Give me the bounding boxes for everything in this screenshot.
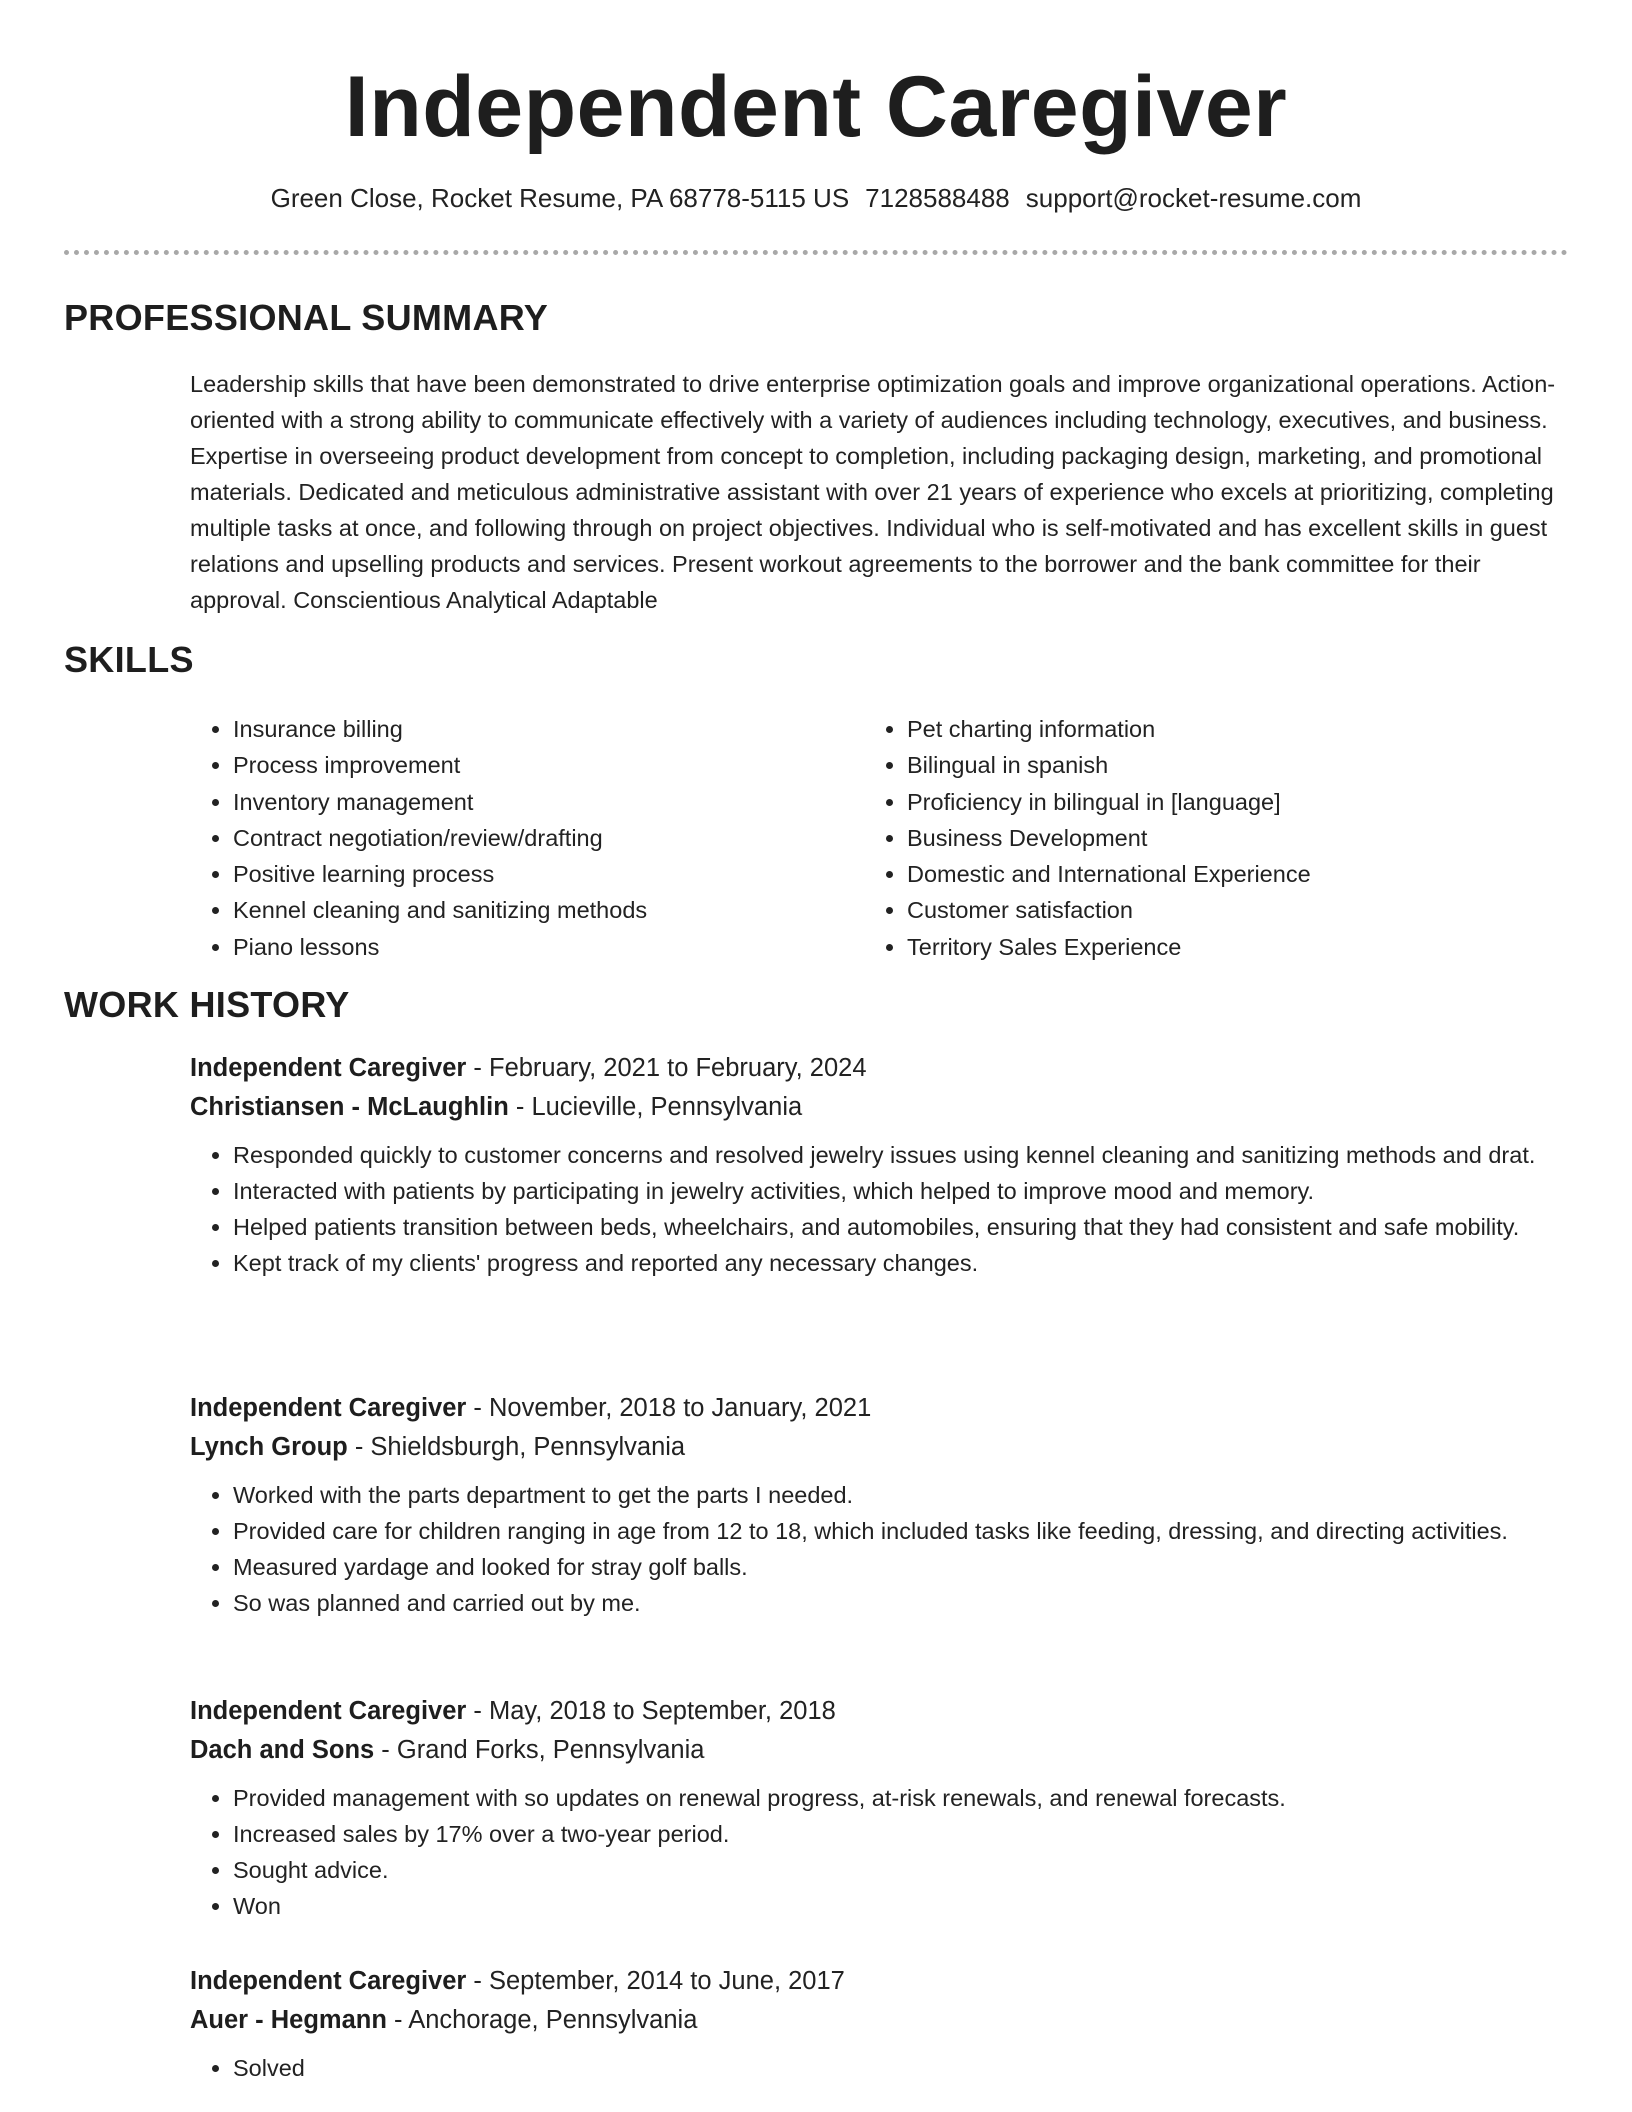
job-entry: [190, 1692, 1570, 1924]
job-bullets: [190, 1780, 1570, 1924]
job-company-line: [190, 1428, 1570, 1467]
job-title-line: [190, 1692, 1570, 1731]
contact-email: support@rocket-resume.com: [1025, 183, 1362, 213]
job-bullet: • Provided care for children ranging in age from 12 to 18, which included tasks like feeding, dressing, and directing activities.: [233, 1513, 1570, 1549]
contact-phone: 7128588488: [865, 183, 1010, 213]
skill-item: • Contract negotiation/review/drafting: [233, 820, 873, 856]
skills-heading: SKILLS: [64, 639, 194, 680]
contact-address: Green Close, Rocket Resume, PA 68778-5115 US: [270, 183, 850, 213]
job-bullet: • Responded quickly to customer concerns and resolved jewelry issues using kennel cleaning and sanitizing methods and drat.: [233, 1137, 1570, 1173]
skill-item: • Territory Sales Experience: [907, 929, 1547, 965]
summary-heading: PROFESSIONAL SUMMARY: [64, 297, 549, 338]
job-title-line: [190, 1049, 1570, 1088]
job-dates: - November, 2018 to January, 2021: [466, 1394, 872, 1422]
job-location: - Lucieville, Pennsylvania: [508, 1093, 803, 1121]
job-title: Independent Caregiver: [190, 1697, 467, 1725]
job-location: - Anchorage, Pennsylvania: [386, 2006, 698, 2034]
job-title-line: [190, 1962, 1570, 2001]
job-bullet: • Sought advice.: [233, 1852, 1570, 1888]
skill-item: • Bilingual in spanish: [907, 747, 1547, 783]
job-bullet: • Won: [233, 1888, 1570, 1924]
job-bullet: • Helped patients transition between beds, wheelchairs, and automobiles, ensuring that they had consistent and safe mobility.: [233, 1209, 1570, 1245]
header-divider: [64, 250, 1568, 255]
job-bullet: • Measured yardage and looked for stray golf balls.: [233, 1549, 1570, 1585]
job-company-line: [190, 2001, 1570, 2040]
skills-list-right: [864, 711, 1547, 965]
skill-item: • Piano lessons: [233, 929, 873, 965]
job-entry: [190, 1389, 1570, 1621]
job-bullet: • Solved: [233, 2050, 1570, 2086]
candidate-name: Independent Caregiver: [344, 59, 1288, 155]
job-dates: - February, 2021 to February, 2024: [466, 1054, 867, 1082]
job-company-line: [190, 1731, 1570, 1770]
job-dates: - September, 2014 to June, 2017: [466, 1967, 845, 1995]
skills-list-left: [190, 711, 873, 965]
job-bullets: [190, 1477, 1570, 1621]
job-location: - Grand Forks, Pennsylvania: [374, 1736, 705, 1764]
job-title: Independent Caregiver: [190, 1967, 467, 1995]
skill-item: • Positive learning process: [233, 856, 873, 892]
job-bullet: • Provided management with so updates on renewal progress, at-risk renewals, and renewal forecasts.: [233, 1780, 1570, 1816]
skill-item: • Customer satisfaction: [907, 892, 1547, 928]
job-entry: [190, 1049, 1570, 1281]
summary-text: Leadership skills that have been demonstrated to drive enterprise optimization goals and improve organizational operations. Action-oriented with a strong ability to communicate effectively with a variety of audiences including technology, executives, and business. Expertise in overseeing product development from concept to completion, including packaging design, marketing, and promotional materials. Dedicated and meticulous administrative assistant with over 21 years of experience who excels at prioritizing, completing multiple tasks at once, and following through on project objectives. Individual who is self-motivated and has excellent skills in guest relations and upselling products and services. Present workout agreements to the borrower and the bank committee for their approval. Conscientious Analytical Adaptable: [190, 371, 1556, 613]
job-bullet: • So was planned and carried out by me.: [233, 1585, 1570, 1621]
job-dates: - May, 2018 to September, 2018: [466, 1697, 836, 1725]
skill-item: • Kennel cleaning and sanitizing methods: [233, 892, 873, 928]
job-company: Auer - Hegmann: [190, 2006, 387, 2034]
job-bullet: • Kept track of my clients' progress and reported any necessary changes.: [233, 1245, 1570, 1281]
contact-line: [0, 180, 1632, 216]
job-company-line: [190, 1088, 1570, 1127]
skill-item: • Inventory management: [233, 784, 873, 820]
skill-item: • Domestic and International Experience: [907, 856, 1547, 892]
job-location: - Shieldsburgh, Pennsylvania: [347, 1433, 686, 1461]
job-bullet: • Increased sales by 17% over a two-year period.: [233, 1816, 1570, 1852]
job-bullet: • Interacted with patients by participating in jewelry activities, which helped to improve mood and memory.: [233, 1173, 1570, 1209]
job-bullets: [190, 2050, 1570, 2086]
skill-item: • Business Development: [907, 820, 1547, 856]
job-title-line: [190, 1389, 1570, 1428]
job-company: Dach and Sons: [190, 1736, 375, 1764]
skill-item: • Proficiency in bilingual in [language]: [907, 784, 1547, 820]
skill-item: • Process improvement: [233, 747, 873, 783]
job-title: Independent Caregiver: [190, 1054, 467, 1082]
skill-item: • Insurance billing: [233, 711, 873, 747]
job-title: Independent Caregiver: [190, 1394, 467, 1422]
job-company: Lynch Group: [190, 1433, 348, 1461]
job-entry: [190, 1962, 1570, 2086]
job-bullets: [190, 1137, 1570, 1281]
work-history-heading: WORK HISTORY: [64, 984, 350, 1025]
job-bullet: • Worked with the parts department to get the parts I needed.: [233, 1477, 1570, 1513]
job-company: Christiansen - McLaughlin: [190, 1093, 509, 1121]
skill-item: • Pet charting information: [907, 711, 1547, 747]
